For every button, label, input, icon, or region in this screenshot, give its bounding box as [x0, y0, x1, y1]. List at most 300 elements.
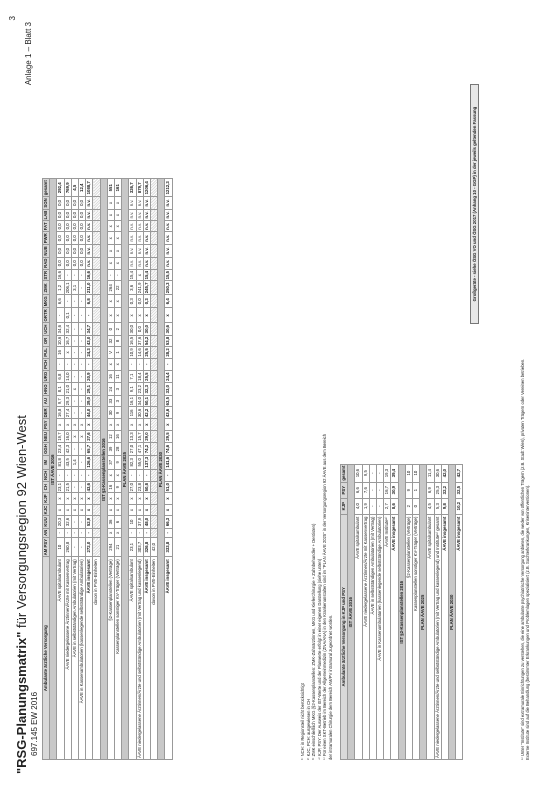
table-cell: 7,1: [129, 370, 136, 383]
column-header: DER: [43, 408, 48, 418]
table-cell: [93, 257, 100, 269]
table-cell: [151, 281, 158, 295]
table-cell: [93, 221, 100, 232]
table-cell: n.v.: [136, 221, 143, 232]
table-cell: x: [129, 308, 136, 323]
table-cell: 16,1: [129, 396, 135, 406]
table-cell: -: [143, 358, 150, 370]
table-cell: 25,3: [434, 482, 441, 498]
table-cell: 24,3: [86, 348, 92, 357]
table-cell: [151, 221, 158, 232]
row-label: §2-Kassenplanstellen (Verträge): [107, 557, 114, 760]
table-cell: -: [79, 269, 86, 281]
table-cell: 0,0: [71, 197, 78, 209]
column-header: CH: [43, 481, 50, 492]
table-cell: x: [107, 308, 114, 323]
table-cell: x: [115, 295, 122, 308]
table-cell: 42,0: [441, 464, 448, 482]
table-cell: -: [79, 443, 86, 456]
table-cell: 333,8: [165, 537, 172, 556]
table-cell: -: [79, 370, 86, 383]
table-cell: x: [107, 295, 114, 308]
table-cell: 0,0: [71, 257, 78, 269]
table-cell: [151, 295, 158, 308]
table-cell: [93, 209, 100, 221]
table-cell: x: [86, 493, 93, 504]
table-cell: 33,0: [165, 383, 172, 396]
row-label: PLAN ÄAVE 2025: [420, 464, 427, 759]
table-cell: n.v.: [86, 197, 93, 209]
table-row: [355, 464, 362, 759]
table-row: [71, 179, 78, 760]
page-title: [14, 415, 29, 774]
table-cell: 2,7: [384, 498, 391, 514]
table-cell: 0,0: [79, 197, 86, 209]
table-cell: 37: [107, 455, 114, 469]
table-cell: [93, 493, 100, 504]
table-cell: n.v.: [136, 232, 143, 245]
table-cell: x: [143, 308, 150, 323]
column-header: IM: [43, 455, 50, 469]
table-cell: 0,0: [79, 221, 86, 232]
table-cell: [93, 537, 100, 556]
table-cell: 25,5: [143, 370, 150, 383]
column-header: PCH: [43, 359, 48, 369]
row-label: IST §2-Kassenplanstellen 2016: [398, 464, 405, 759]
table-cell: 16: [115, 431, 122, 443]
table-cell: 50,1: [143, 396, 149, 406]
table-cell: 1088,7: [86, 179, 93, 197]
table-row: [449, 464, 456, 759]
table-cell: 10,2: [456, 498, 463, 514]
table-cell: 55,0: [136, 455, 143, 469]
table-cell: 20,9: [86, 370, 93, 383]
table-cell: -: [57, 528, 64, 537]
table-cell: -: [71, 469, 78, 481]
table-cell: 4,0: [355, 498, 362, 514]
table-cell: 9,8: [441, 498, 448, 514]
table-cell: 28,2: [165, 348, 171, 357]
table-cell: [151, 395, 158, 406]
table-cell: 42,2: [143, 408, 149, 418]
table-row: [158, 179, 165, 760]
title-rest: für Versorgungsregion 92 Wien-West: [14, 415, 29, 632]
table-cell: [151, 232, 158, 245]
table-cell: -: [129, 528, 136, 537]
table-cell: 0,0: [57, 221, 64, 232]
table-cell: 8,1: [57, 383, 64, 396]
table-cell: x: [57, 504, 64, 516]
table-cell: [93, 469, 100, 481]
table-cell: 0,0: [57, 209, 64, 221]
table-cell: -: [79, 295, 86, 308]
table-cell: 9: [115, 407, 122, 419]
table-cell: n.v.: [129, 209, 136, 221]
table-cell: 63,5: [165, 396, 171, 406]
table-cell: 0,0: [79, 232, 86, 245]
table-row: [50, 179, 57, 760]
table-cell: 21,0: [64, 383, 71, 396]
table-cell: 2: [405, 498, 412, 514]
table-cell: 48,0: [143, 517, 149, 527]
table-cell: 34,6: [57, 324, 63, 334]
table-cell: [151, 431, 158, 443]
table-cell: [93, 281, 100, 295]
table-cell: 54,2: [143, 336, 149, 346]
row-label: ÄAVE niedergelassene Ärztinnen/Ärzte und selbstständige Ambulatorien (mit Vertrag und kassenlegend) und Institute⁶⁾ gesamt: [434, 514, 441, 759]
table-cell: 16,8: [57, 408, 63, 418]
table-cell: -: [79, 537, 86, 556]
table-row: [122, 179, 129, 760]
column-header: KJP: [43, 494, 48, 503]
table-cell: [151, 347, 158, 359]
table-cell: [151, 197, 158, 209]
table-cell: [151, 481, 158, 492]
table-cell: [151, 419, 158, 431]
column-header: STR: [43, 270, 48, 280]
table-cell: V: [107, 347, 114, 359]
table-cell: [151, 209, 158, 221]
table-cell: -: [79, 455, 86, 469]
table-row: [391, 464, 398, 759]
table-cell: 32,2: [441, 482, 448, 498]
table-cell: 32,4: [64, 324, 70, 334]
row-label: PLAN ÄAVE 2030: [158, 179, 165, 760]
table-cell: -: [71, 443, 78, 456]
table-cell: 36: [107, 516, 114, 528]
table-cell: 43,6: [86, 482, 92, 492]
row-label: IST ÄAVE 2016: [50, 179, 57, 760]
table-cell: 30,0: [129, 324, 135, 334]
table-cell: -: [79, 308, 86, 323]
row-label: davon in PVE-Einheiten: [151, 557, 158, 760]
table-cell: x: [107, 257, 114, 269]
table-row: [362, 464, 369, 759]
table-cell: 272,0: [86, 537, 93, 556]
table-row: [434, 464, 441, 759]
table-cell: 24: [107, 383, 114, 396]
table-cell: 81,8: [57, 455, 64, 469]
table-cell: 27,6: [86, 432, 92, 441]
table-cell: x: [64, 347, 71, 359]
column-header: KJP: [341, 498, 348, 514]
table-cell: n.v.: [165, 232, 172, 245]
table-cell: [93, 295, 100, 308]
table-cell: x: [115, 469, 122, 481]
table-cell: x: [115, 308, 122, 323]
table-cell: n.v.: [165, 245, 172, 257]
table-row: [427, 464, 434, 759]
table-cell: n.v.: [129, 221, 136, 232]
table-cell: 2: [115, 323, 122, 335]
row-label: ÄAVE Institute⁶⁾: [384, 514, 391, 759]
table-cell: [93, 481, 100, 492]
table-cell: x: [57, 419, 64, 431]
column-header: NEU: [43, 432, 48, 442]
table-cell: 27,0: [129, 482, 135, 492]
row-label: PLAN ÄAVE 2030: [449, 464, 456, 759]
table-cell: -: [369, 464, 376, 482]
table-cell: -: [79, 469, 86, 481]
note-line: ¹⁾ NCH: in Regionsteil nicht berücksichtigt: [300, 683, 305, 760]
table-cell: 0,0: [64, 257, 71, 269]
table-cell: x: [143, 504, 150, 516]
table-cell: 1: [413, 482, 420, 498]
table-cell: -: [79, 323, 86, 335]
table-cell: -: [64, 269, 71, 281]
table-cell: 16: [57, 347, 64, 359]
table-cell: 16,7: [64, 336, 70, 346]
table-row: [129, 179, 136, 760]
row-label: ÄAVE in Kassenambulatorien (kassenlegende selbstständige Ambulatorien): [377, 514, 384, 759]
table-cell: [93, 419, 100, 431]
table-cell: [93, 179, 100, 197]
table-cell: [151, 179, 158, 197]
table-row: [151, 179, 158, 760]
table-cell: x: [143, 493, 150, 504]
table-cell: -: [71, 395, 78, 406]
table-row: [64, 179, 71, 760]
table-cell: n.v.: [143, 232, 150, 245]
row-label: ÄAVE in selbstständigen Ambulatorien (mit Vertrag): [369, 514, 376, 759]
table-cell: n.v.: [86, 245, 93, 257]
table-cell: 42,3: [64, 443, 71, 456]
table-cell: 0,0: [71, 232, 78, 245]
column-header: gesamt: [43, 180, 48, 196]
note-line: ³⁾ ZMK einschließlich MKG (§2-Kassenplanstellen: ZMK-Zahnärztinnen, MKG und Kieferchirurgie + Zahnbehandler + Dentisten): [311, 523, 317, 760]
table-cell: 32,3: [143, 383, 150, 396]
table-cell: -: [86, 358, 93, 370]
table-cell: -: [71, 407, 78, 419]
table-cell: [93, 443, 100, 456]
table-cell: 19,7: [57, 432, 63, 441]
table-row: [420, 464, 427, 759]
table-row: [398, 464, 405, 759]
column-header: ORTR: [43, 309, 48, 322]
table-cell: x: [107, 469, 114, 481]
table-cell: -: [377, 498, 384, 514]
table-cell: 0,3: [129, 295, 136, 308]
table-cell: n.v.: [143, 222, 149, 230]
table-cell: [151, 407, 158, 419]
table-cell: 264: [107, 281, 114, 295]
table-cell: -: [57, 469, 64, 481]
table-cell: x: [79, 504, 86, 516]
column-header: GGH: [43, 444, 48, 454]
table-cell: 29,0: [143, 432, 149, 441]
table-cell: 6,6: [57, 295, 64, 308]
table-cell: x: [71, 383, 78, 396]
table-cell: 292,4: [57, 179, 64, 197]
note-line: ²⁾ KJC, PCH: ausgewiesen in CH: [305, 698, 311, 760]
table-cell: 0,3: [143, 295, 150, 308]
table-cell: [93, 197, 100, 209]
table-cell: n.v.: [86, 257, 93, 269]
table-cell: 0,0: [79, 257, 86, 269]
table-cell: 43,0: [86, 336, 92, 346]
table-cell: n.v.: [136, 257, 143, 269]
table-cell: 44,0: [86, 408, 92, 418]
table-cell: 12: [107, 431, 114, 443]
table-cell: 42,7: [456, 464, 463, 482]
table-row: [93, 179, 100, 760]
grossgeraete-box: Großgeräte - siehe ÖSG VO und ÖSG 2017 (Anhang 10 - GGP) in der jeweils geltenden Fassung: [470, 84, 479, 324]
table-cell: 39,4: [391, 464, 398, 482]
table-cell: x: [107, 209, 114, 221]
column-header: MKG: [43, 296, 48, 307]
table-cell: 1,2: [57, 281, 64, 295]
table-cell: x: [115, 504, 122, 516]
table-cell: 74,6: [165, 443, 172, 456]
table-cell: 30,0: [143, 324, 149, 334]
table-cell: 23,1: [57, 482, 63, 492]
table-cell: n.v.: [143, 245, 150, 257]
table-cell: -: [136, 528, 143, 537]
header-row: [43, 179, 50, 760]
row-label: ÄAVE spitalsambulant: [355, 514, 362, 759]
table-cell: [151, 443, 158, 456]
table-cell: 879,7: [136, 179, 143, 197]
table-cell: x: [165, 308, 172, 323]
table-cell: x: [107, 232, 114, 245]
table-cell: 23,8: [136, 482, 142, 492]
column-header: NUB: [43, 246, 48, 256]
table-cell: [93, 232, 100, 245]
table-cell: -: [79, 516, 86, 528]
table-cell: 0,0: [57, 257, 64, 269]
table-cell: [151, 504, 158, 516]
table-cell: x: [57, 493, 64, 504]
table-cell: x: [136, 269, 143, 281]
table-cell: 10,6: [355, 464, 362, 482]
table-cell: 126,6: [86, 456, 92, 468]
table-cell: 3: [115, 395, 122, 406]
table-cell: 16,6: [86, 271, 92, 280]
table-cell: [93, 383, 100, 396]
kjp-table-wrap: [340, 464, 463, 760]
table-cell: 23,2: [136, 383, 143, 396]
table-row: [441, 464, 448, 759]
column-header: URO: [43, 371, 48, 382]
footnote-line: Externe Institute sind auf die Behandlung (bestimmter Erkrankungen und Problemlagen spezialisiert (z.B. Suchterkrankungen, Kriseninterventionen).: [525, 484, 531, 760]
table-cell: [93, 431, 100, 443]
header-row: [341, 464, 348, 759]
table-cell: 206,1: [64, 282, 70, 294]
table-cell: -: [79, 383, 86, 396]
table-cell: x: [86, 419, 93, 431]
table-cell: x: [136, 504, 143, 516]
table-row: [143, 179, 150, 760]
table-cell: 141,6: [165, 456, 171, 468]
notes-block: [300, 430, 334, 760]
table-cell: 15,7: [136, 432, 142, 441]
table-cell: 32,5: [456, 482, 463, 498]
table-cell: 27,0: [129, 443, 136, 456]
table-cell: n.v.: [129, 232, 136, 245]
table-cell: -: [369, 482, 376, 498]
table-cell: 74,2: [143, 443, 150, 456]
table-cell: 39: [107, 443, 114, 456]
row-label: IST ÄAVE 2016: [348, 464, 355, 759]
table-cell: n.v.: [129, 257, 136, 269]
row-label: ÄAVE insgesamt: [391, 514, 398, 759]
column-header: SON: [43, 198, 48, 208]
table-cell: 15,5: [165, 271, 171, 280]
table-cell: [151, 455, 158, 469]
table-cell: x: [136, 493, 143, 504]
table-cell: 1206,4: [143, 179, 150, 197]
table-cell: 161: [115, 179, 122, 197]
column-header: FAT: [43, 222, 48, 231]
table-row: [79, 179, 86, 760]
population-subtitle: 697.145 EW 2016: [30, 691, 39, 756]
anlage-label: Anlage 1 – Blatt 3: [24, 22, 33, 86]
table-cell: -: [377, 482, 384, 498]
table-cell: 0,0: [136, 295, 143, 308]
main-table-wrap: [42, 180, 173, 760]
table-cell: 10: [413, 464, 420, 482]
table-cell: [93, 395, 100, 406]
table-cell: -: [71, 481, 78, 492]
table-cell: x: [71, 431, 78, 443]
table-cell: x: [136, 419, 143, 431]
table-cell: -: [79, 395, 86, 406]
table-cell: 5,3: [434, 498, 441, 514]
table-cell: 9: [115, 455, 122, 469]
table-cell: 34,7: [86, 324, 92, 334]
table-cell: 10,6: [57, 336, 63, 346]
table-row: [413, 464, 420, 759]
table-cell: x: [71, 493, 78, 504]
table-cell: 39,0: [86, 396, 92, 406]
table-cell: -: [79, 407, 86, 419]
column-header: PSY: [341, 482, 348, 498]
table-cell: 3,6: [129, 281, 136, 295]
table-cell: -: [107, 269, 114, 281]
table-cell: -: [71, 370, 78, 383]
column-header: PWR: [43, 233, 48, 244]
table-cell: 0,0: [64, 232, 71, 245]
row-label: Kassenplanstellen sonstiger KV-Träger (Verträge): [115, 557, 122, 760]
table-cell: 0,0: [57, 232, 64, 245]
table-cell: 0,0: [64, 209, 71, 221]
row-label: ÄAVE in selbstständigen Ambulatorien (mit Vertrag): [71, 557, 78, 760]
table-cell: n.v.: [136, 209, 143, 221]
table-cell: 32: [107, 335, 114, 346]
table-cell: [151, 358, 158, 370]
table-cell: 52,9: [86, 517, 92, 527]
table-cell: [93, 245, 100, 257]
table-cell: n.v.: [143, 257, 150, 269]
column-header: PSY: [43, 420, 48, 430]
table-cell: 30: [107, 407, 114, 419]
row-label: ÄAVE insgesamt: [143, 557, 150, 760]
table-cell: -: [165, 469, 172, 481]
table-cell: x: [136, 308, 143, 323]
table-cell: 0,0: [64, 221, 71, 232]
table-cell: [93, 455, 100, 469]
table-cell: 29,1: [86, 383, 93, 396]
table-cell: -: [377, 464, 384, 482]
table-cell: 6,8: [86, 295, 93, 308]
table-row: [100, 179, 107, 760]
table-cell: 11,4: [427, 464, 434, 482]
table-cell: [151, 308, 158, 323]
table-cell: 0,0: [79, 209, 86, 221]
table-cell: 21: [115, 537, 122, 556]
column-header: AM PSY: [43, 538, 48, 556]
table-cell: 6: [115, 516, 122, 528]
